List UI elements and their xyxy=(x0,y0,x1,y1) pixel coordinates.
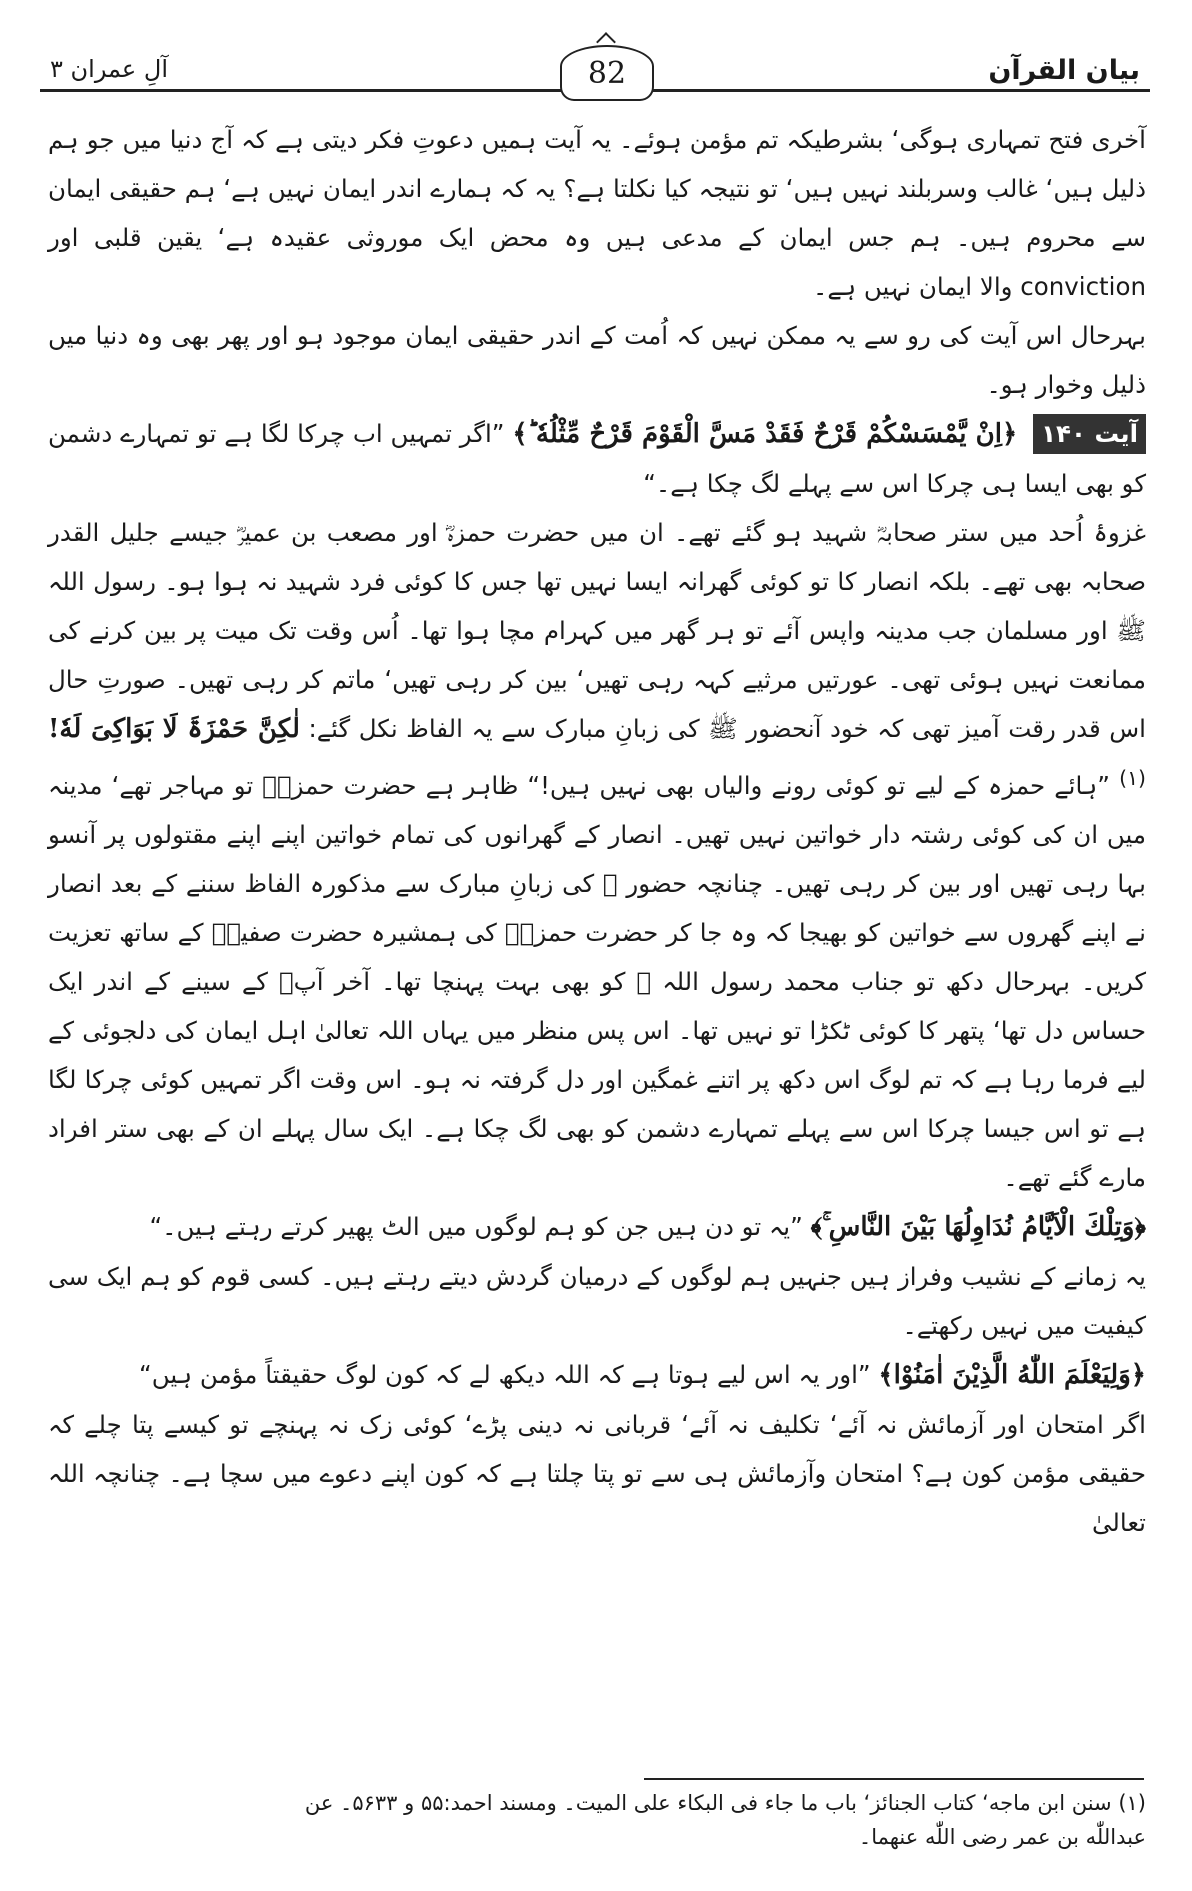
ayah-translation: ”اگر تمہیں اب چرکا لگا ہے تو تمہارے دشمن کو بھی ایسا ہی چرکا اس سے پہلے لگ چکا ہے۔“ xyxy=(48,419,1146,498)
paragraph: بہرحال اس آیت کی رو سے یہ ممکن نہیں کہ اُمت کے اندر حقیقی ایمان موجود ہو اور پھر بھی وہ دنیا میں ذلیل وخوار ہو۔ xyxy=(48,321,1146,399)
book-title: بیان القرآن xyxy=(978,55,1150,86)
paragraph-text: غزوۂ اُحد میں ستر صحابہؓ شہید ہو گئے تھے۔ ان میں حضرت حمزہؓ اور مصعب بن عمیرؓ جیسے جلیل القدر صحابہ بھی تھے۔ بلکہ انصار کا تو کوئی گھرانہ ایسا نہیں تھا جس کا کوئی فرد شہید نہ ہوا ہو۔ رسول اللہ ﷺ اور مسلمان جب مدینہ واپس آئے تو ہر گھر میں کہرام مچا ہوا تھا۔ اُس وقت تک میت پر بین کرنے کی ممانعت نہیں ہوئی تھی۔ عورتیں مرثیے کہہ رہی تھیں‘ بین کر رہی تھیں‘ ماتم کر رہی تھیں۔ صورتِ حال اس قدر رقت آمیز تھی کہ خود آنحضور ﷺ کی زبانِ مبارک سے یہ الفاظ نکل گئے: xyxy=(48,518,1146,743)
ayah-translation: ”اور یہ اس لیے ہوتا ہے کہ اللہ دیکھ لے کہ کون لوگ حقیقتاً مؤمن ہیں“ xyxy=(139,1360,871,1390)
footnote-line: عبداللّٰه بن عمر رضی اللّٰه عنهما۔ xyxy=(858,1825,1146,1849)
surah-name: آلِ عمران ۳ xyxy=(40,55,178,83)
ayah-number-label: آیت ۱۴۰ xyxy=(1033,414,1146,454)
footnote-line: (۱) سنن ابن ماجه‘ کتاب الجنائز‘ باب ما جاء فی البکاء علی المیت۔ ومسند احمد:۵۵ و ۵۶۳۳۔ عن xyxy=(304,1791,1146,1815)
footnote xyxy=(48,1786,1146,1854)
ayah-days-block xyxy=(48,1202,1146,1252)
ayah-140-block xyxy=(48,409,1146,508)
paragraph-text: ”ہائے حمزہ کے لیے تو کوئی رونے والیاں بھی نہیں ہیں!“ ظاہر ہے حضرت حمزہؓ تو مہاجر تھے‘ مدینہ میں ان کی کوئی رشتہ دار خواتین نہیں تھیں۔ انصار کے گھرانوں کی تمام خواتین اپنے اپنے مقتولوں پر آنسو بہا رہی تھیں اور بین کر رہی تھیں۔ چنانچہ حضور ﷺ کی زبانِ مبارک سے مذکورہ الفاظ سننے کے بعد انصار نے اپنے گھروں سے خواتین کو بھیجا کہ وہ جا کر حضرت حمزہؓ کی ہمشیرہ حضرت صفیہؓ کے ساتھ تعزیت کریں۔ بہرحال دکھ تو جناب محمد رسول اللہ ﷺ کو بھی بہت پہنچا تھا۔ آخر آپؐ کے سینے کے اندر ایک حساس دل تھا‘ پتھر کا کوئی ٹکڑا تو نہیں تھا۔ اس پس منظر میں یہاں اللہ تعالیٰ اہل ایمان کی دلجوئی کے لیے فرما رہا ہے کہ تم لوگ اس دکھ پر اتنے غمگین اور دل گرفتہ نہ ہو۔ اس وقت اگر تمہیں کوئی چرکا لگا ہے تو اس جیسا چرکا اس سے پہلے تمہارے دشمن کو بھی لگ چکا ہے۔ ایک سال پہلے ان کے بھی ستر افراد مارے گئے تھے۔ xyxy=(48,771,1146,1193)
ayah-know-block xyxy=(48,1350,1146,1400)
page-body xyxy=(48,115,1146,1547)
paragraph: آخری فتح تمہاری ہوگی‘ بشرطیکہ تم مؤمن ہوئے۔ یہ آیت ہمیں دعوتِ فکر دیتی ہے کہ آج دنیا میں جو ہم ذلیل ہیں‘ غالب وسربلند نہیں ہیں‘ تو نتیجہ کیا نکلتا ہے؟ یہ کہ ہمارے اندر ایمان نہیں ہے‘ ہم حقیقی ایمان سے محروم ہیں۔ ہم جس ایمان کے مدعی ہیں وہ محض ایک موروثی عقیدہ ہے‘ یقین قلبی اور conviction والا ایمان نہیں ہے۔ xyxy=(48,125,1146,301)
footnote-divider xyxy=(644,1778,1144,1780)
ayah-arabic: ﴿اِنْ یَّمْسَسْكُمْ قَرْحٌ فَقَدْ مَسَّ الْقَوْمَ قَرْحٌ مِّثْلُهٗ ؕ﴾ xyxy=(512,419,1018,449)
paragraph: یہ زمانے کے نشیب وفراز ہیں جنہیں ہم لوگوں کے درمیان گردش دیتے رہتے ہیں۔ کسی قوم کو ہم ایک سی کیفیت میں نہیں رکھتے۔ xyxy=(48,1262,1146,1341)
hadith-arabic: لٰکِنَّ حَمْزَۃَ لَا بَوَاکِیَ لَهٗ! xyxy=(48,714,300,744)
paragraph: اگر امتحان اور آزمائش نہ آئے‘ تکلیف نہ آئے‘ قربانی نہ دینی پڑے‘ کوئی زک نہ پہنچے تو کیسے پتا چلے کہ حقیقی مؤمن کون ہے؟ امتحان وآزمائش ہی سے تو پتا چلتا ہے کہ کون اپنے دعوے میں سچا ہے۔ چنانچہ اللہ تعالیٰ xyxy=(48,1410,1146,1538)
ayah-arabic: ﴿وَلِیَعْلَمَ اللّٰهُ الَّذِیْنَ اٰمَنُوْا﴾ xyxy=(878,1360,1146,1391)
footnote-marker: (۱) xyxy=(1119,766,1146,790)
paragraph-uhud xyxy=(48,508,1146,1202)
page-number: 82 xyxy=(560,45,654,101)
ayah-arabic: ﴿وَتِلْكَ الْاَیَّامُ نُدَاوِلُهَا بَیْنَ النَّاسِ ۚ﴾ xyxy=(810,1212,1146,1243)
ayah-translation: ”یہ تو دن ہیں جن کو ہم لوگوں میں الٹ پھیر کرتے رہتے ہیں۔“ xyxy=(149,1212,803,1242)
page-header xyxy=(40,55,1150,105)
